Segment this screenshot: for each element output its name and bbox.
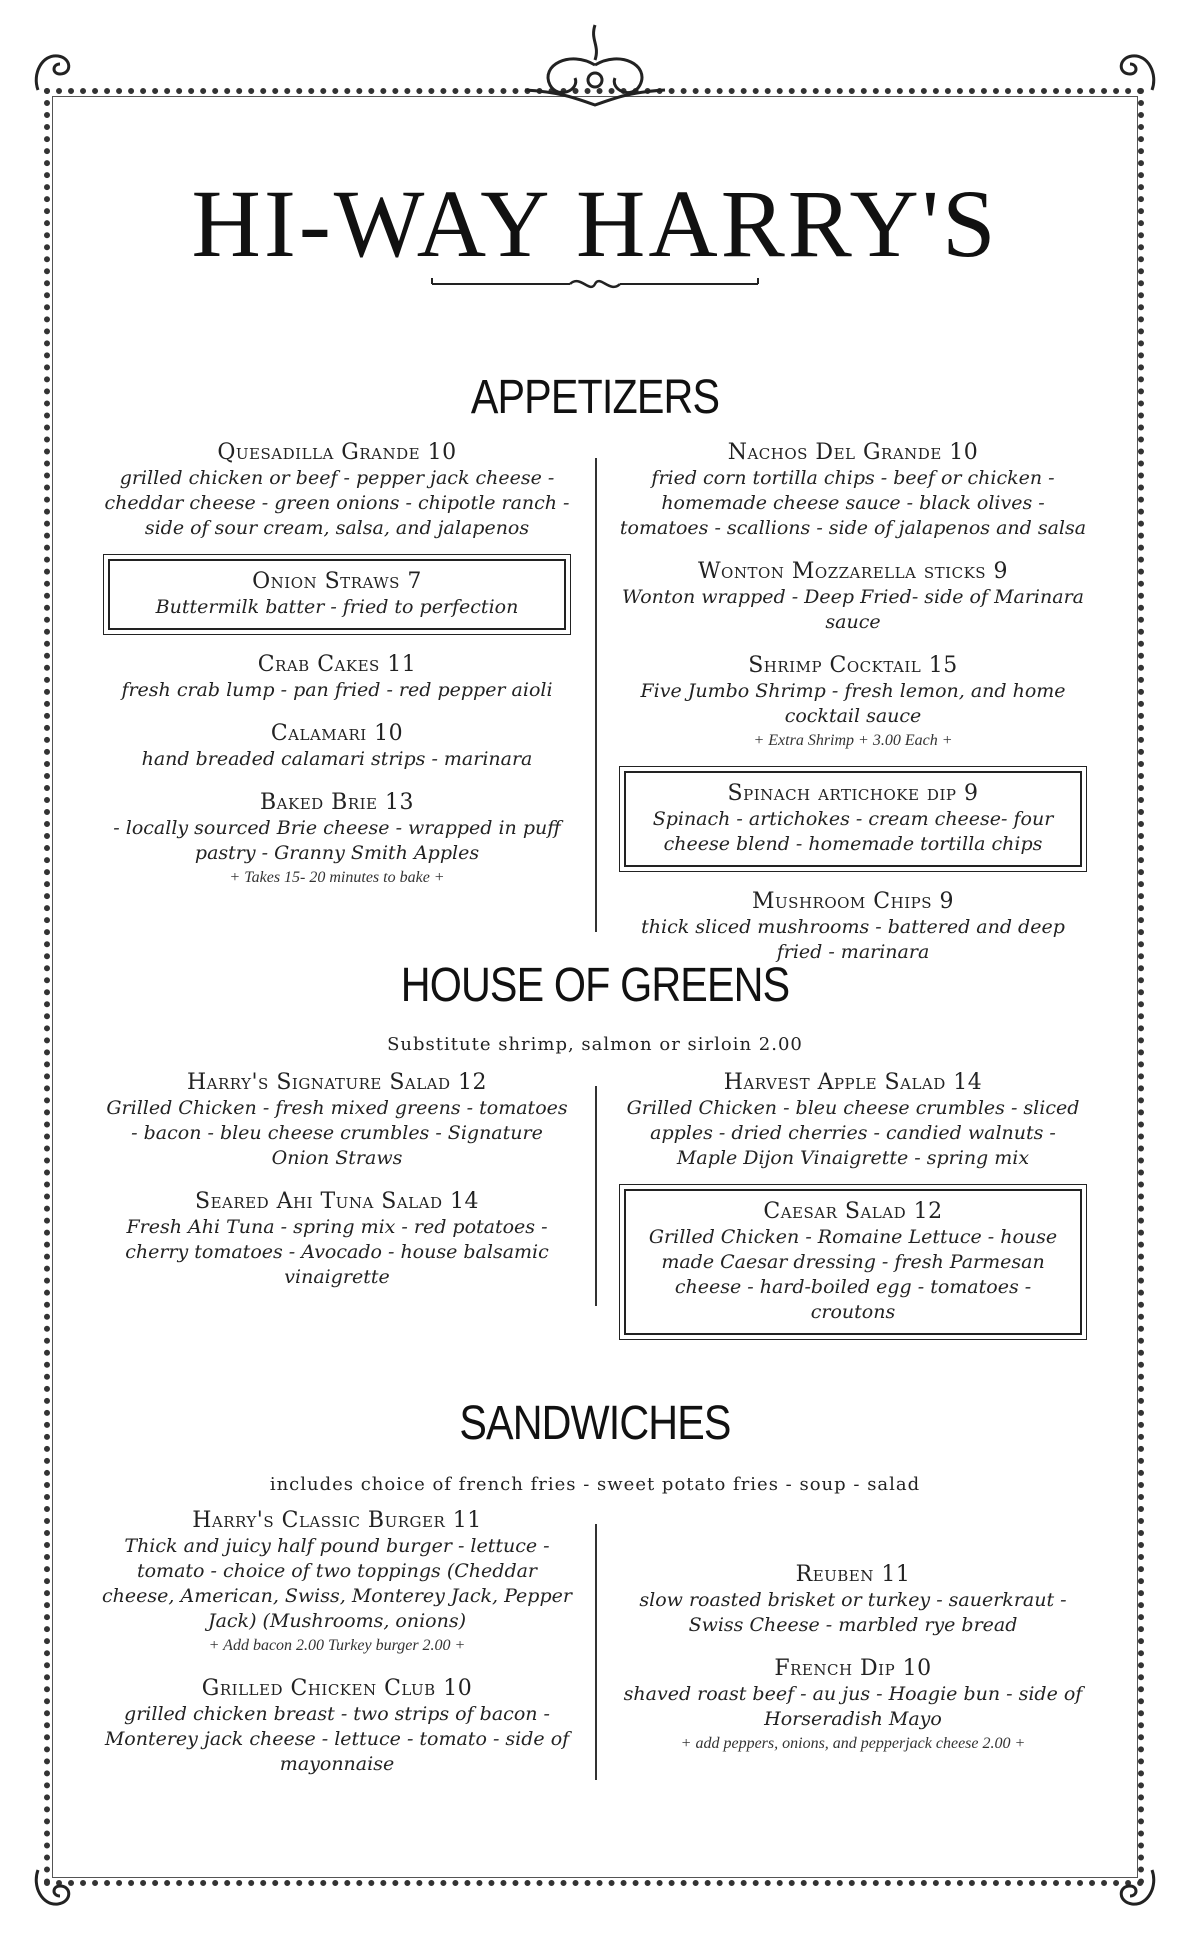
- menu-item: [102, 1676, 572, 1777]
- menu-item: [102, 440, 572, 541]
- restaurant-title: HI-WAY HARRY'S: [191, 170, 999, 277]
- corner-ornament-icon: [1106, 1860, 1162, 1916]
- menu-item: [618, 1070, 1088, 1171]
- item-description: thick sliced mushrooms - battered and deep fried - marinara: [641, 916, 1065, 963]
- item-name: Reuben 11: [795, 1562, 911, 1587]
- section-heading-sandwiches: SANDWICHES: [459, 1397, 731, 1450]
- item-name: Spinach artichoke dip 9: [727, 781, 979, 806]
- corner-ornament-icon: [28, 1860, 84, 1916]
- item-name: Harry's Classic Burger 11: [192, 1508, 482, 1533]
- item-name: Mushroom Chips 9: [752, 889, 954, 914]
- menu-item: [618, 889, 1088, 965]
- item-name: Quesadilla Grande 10: [217, 440, 457, 465]
- section-subtitle: Substitute shrimp, salmon or sirloin 2.00: [387, 1034, 803, 1055]
- featured-menu-item: [108, 559, 566, 630]
- item-description: hand breaded calamari strips - marinara: [141, 748, 533, 770]
- section-heading-appetizers: APPETIZERS: [470, 371, 720, 424]
- section-subtitle: includes choice of french fries - sweet potato fries - soup - salad: [269, 1474, 921, 1495]
- menu-item: [618, 440, 1088, 541]
- item-note: + Extra Shrimp + 3.00 Each +: [753, 732, 953, 749]
- item-name: Baked Brie 13: [260, 790, 414, 815]
- top-flourish-icon: [520, 20, 670, 120]
- item-description: grilled chicken breast - two strips of bacon - Monterey jack cheese - lettuce - tomato - side of mayonnaise: [104, 1703, 570, 1775]
- corner-ornament-icon: [1106, 44, 1162, 100]
- item-description: slow roasted brisket or turkey - sauerkraut - Swiss Cheese - marbled rye bread: [639, 1589, 1067, 1636]
- item-description: Grilled Chicken - bleu cheese crumbles - sliced apples - dried cherries - candied walnuts - Maple Dijon Vinaigrette - spring mix: [626, 1097, 1080, 1169]
- appetizers-left-column: [102, 440, 572, 908]
- menu-item: [102, 790, 572, 890]
- item-description: Grilled Chicken - fresh mixed greens - tomatoes - bacon - bleu cheese crumbles - Signature Onion Straws: [106, 1097, 568, 1169]
- sandwiches-left-column: [102, 1508, 572, 1795]
- menu-item: [102, 652, 572, 703]
- menu-item: [102, 721, 572, 772]
- column-divider: [595, 458, 597, 932]
- item-note: + Add bacon 2.00 Turkey burger 2.00 +: [208, 1637, 466, 1654]
- item-description: grilled chicken or beef - pepper jack cheese - cheddar cheese - green onions - chipotle ranch - side of sour cream, salsa, and jalapenos: [104, 467, 570, 539]
- item-description: - locally sourced Brie cheese - wrapped in puff pastry - Granny Smith Apples: [113, 817, 561, 864]
- menu-item: [618, 653, 1088, 753]
- item-name: Grilled Chicken Club 10: [201, 1676, 473, 1701]
- item-name: Harvest Apple Salad 14: [723, 1070, 983, 1095]
- menu-item: [102, 1189, 572, 1290]
- menu-item: [102, 1508, 572, 1658]
- featured-menu-item: [624, 1189, 1082, 1335]
- menu-item: [618, 1656, 1088, 1756]
- item-name: Caesar Salad 12: [763, 1199, 943, 1224]
- sandwiches-right-column: [618, 1562, 1088, 1774]
- item-name: Onion Straws 7: [252, 569, 422, 594]
- item-name: Crab Cakes 11: [257, 652, 417, 677]
- item-name: Harry's Signature Salad 12: [186, 1070, 488, 1095]
- item-description: Grilled Chicken - Romaine Lettuce - house made Caesar dressing - fresh Parmesan cheese - hard-boiled egg - tomatoes - croutons: [648, 1226, 1058, 1323]
- item-name: Calamari 10: [270, 721, 404, 746]
- column-divider: [595, 1086, 597, 1306]
- item-description: Wonton wrapped - Deep Fried- side of Marinara sauce: [621, 586, 1084, 633]
- item-description: fried corn tortilla chips - beef or chicken - homemade cheese sauce - black olives - tomatoes - scallions - side of jalapenos and salsa: [619, 467, 1087, 539]
- item-description: Fresh Ahi Tuna - spring mix - red potatoes - cherry tomatoes - Avocado - house balsamic vinaigrette: [125, 1216, 549, 1288]
- menu-item: [618, 559, 1088, 635]
- greens-left-column: [102, 1070, 572, 1308]
- featured-menu-item: [624, 771, 1082, 867]
- item-description: Buttermilk batter - fried to perfection: [155, 596, 519, 618]
- appetizers-right-column: [618, 440, 1088, 983]
- item-description: Five Jumbo Shrimp - fresh lemon, and home cocktail sauce: [640, 680, 1066, 727]
- item-name: Wonton Mozzarella sticks 9: [697, 559, 1009, 584]
- item-description: Spinach - artichokes - cream cheese- four cheese blend - homemade tortilla chips: [652, 808, 1054, 855]
- item-name: Seared Ahi Tuna Salad 14: [195, 1189, 479, 1214]
- title-swash-icon: [430, 272, 760, 296]
- item-name: French Dip 10: [774, 1656, 932, 1681]
- menu-item: [618, 1562, 1088, 1638]
- item-description: shaved roast beef - au jus - Hoagie bun - side of Horseradish Mayo: [623, 1683, 1083, 1730]
- item-description: fresh crab lump - pan fried - red pepper aioli: [121, 679, 553, 701]
- item-description: Thick and juicy half pound burger - lettuce - tomato - choice of two toppings (Cheddar cheese, American, Swiss, Monterey Jack, Pepper Jack) (Mushrooms, onions): [102, 1535, 572, 1632]
- section-heading-greens: HOUSE OF GREENS: [400, 959, 790, 1012]
- item-note: + Takes 15- 20 minutes to bake +: [229, 869, 445, 886]
- item-name: Nachos Del Grande 10: [727, 440, 979, 465]
- greens-right-column: [618, 1070, 1088, 1357]
- item-note: + add peppers, onions, and pepperjack cheese 2.00 +: [680, 1735, 1026, 1752]
- column-divider: [595, 1524, 597, 1780]
- menu-item: [102, 1070, 572, 1171]
- corner-ornament-icon: [28, 44, 84, 100]
- item-name: Shrimp Cocktail 15: [748, 653, 958, 678]
